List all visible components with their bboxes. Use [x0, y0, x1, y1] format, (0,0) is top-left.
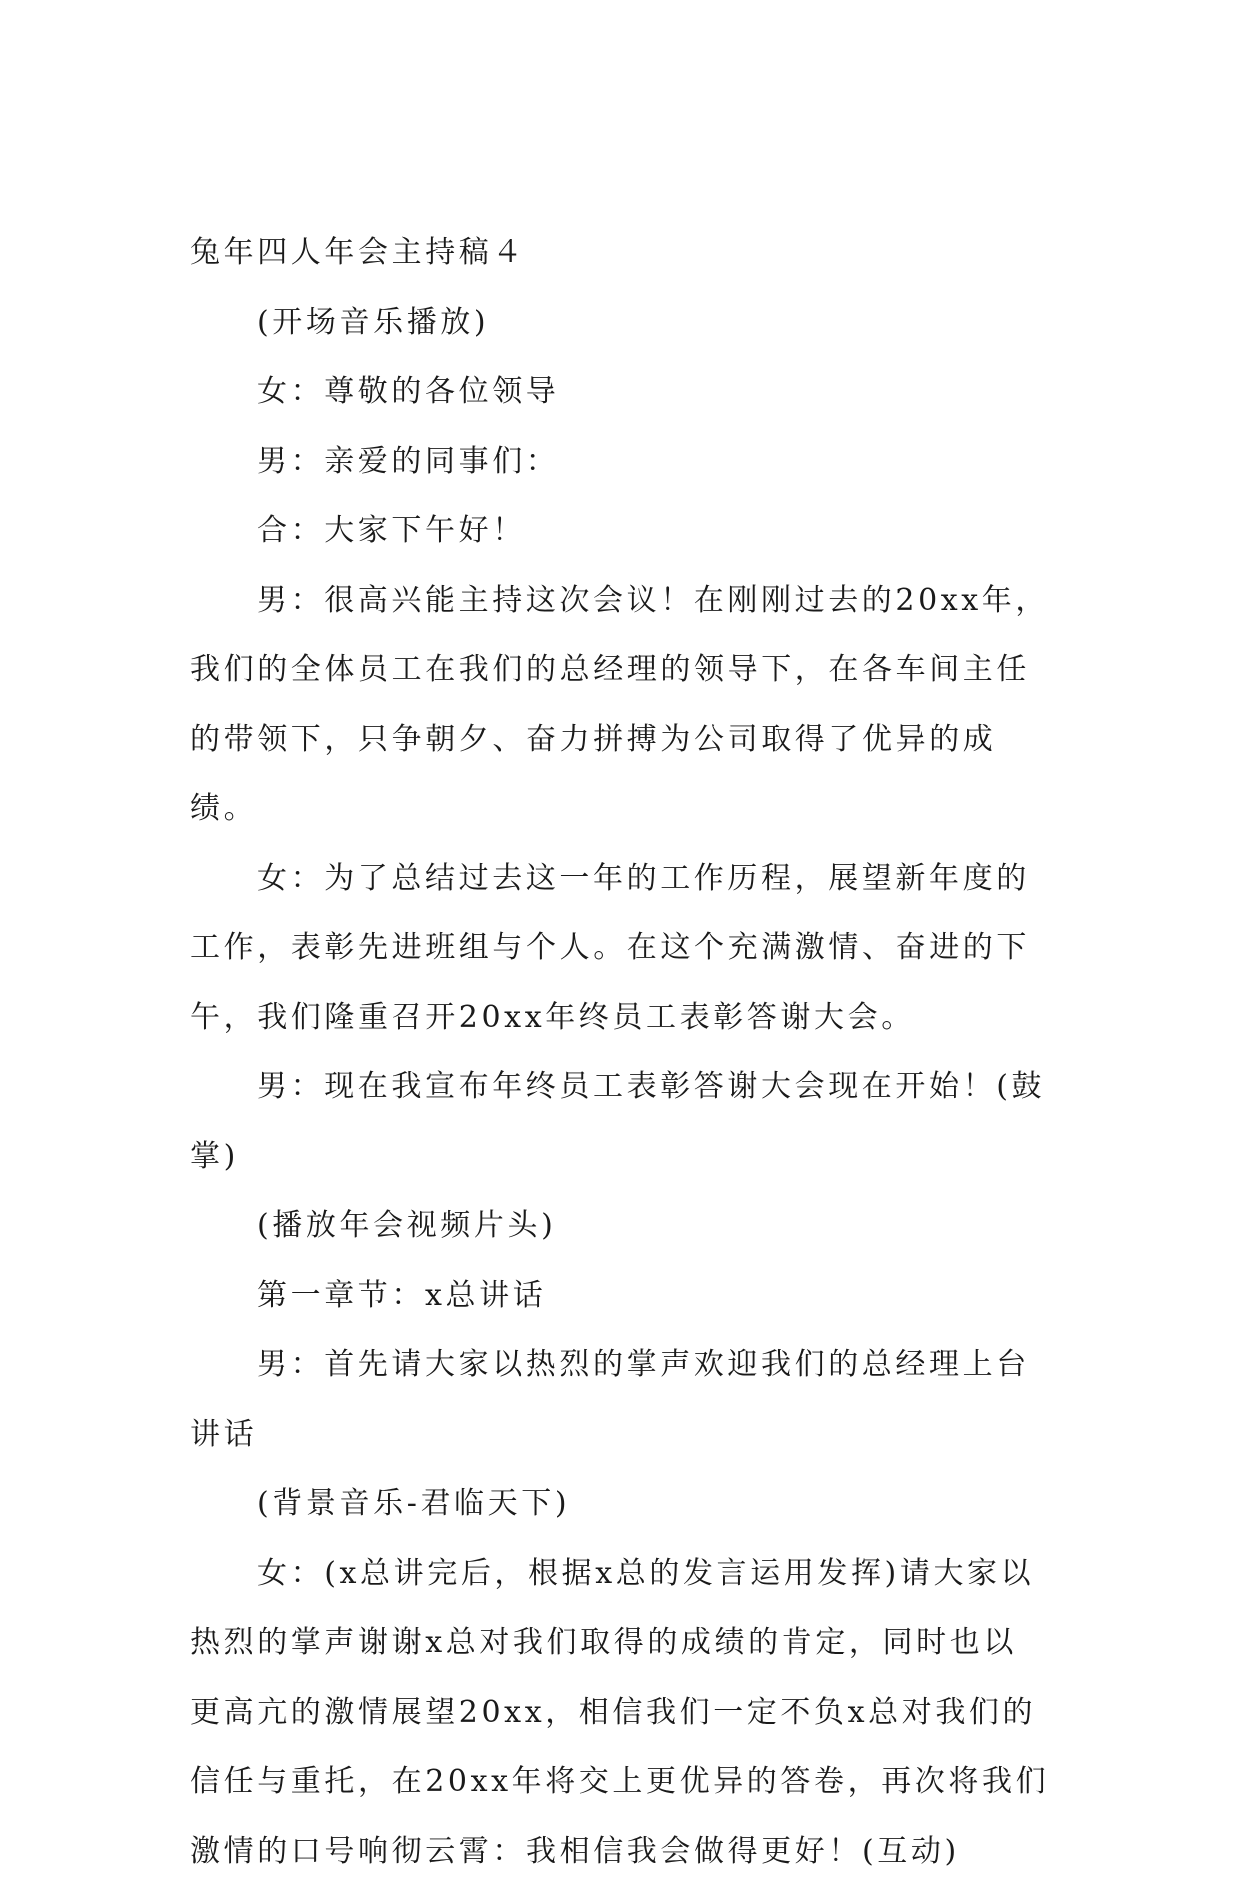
paragraph-female-intro: 女：为了总结过去这一年的工作历程，展望新年度的工作，表彰先进班组与个人。在这个充满激情、奋进的下午，我们隆重召开20xx年终员工表彰答谢大会。	[190, 844, 1050, 1053]
paragraph-background-music: (背景音乐-君临天下)	[190, 1469, 1050, 1539]
document-body	[190, 218, 1050, 1886]
paragraph-male-greeting: 男：亲爱的同事们：	[190, 427, 1050, 497]
document-title: 兔年四人年会主持稿４	[190, 218, 1050, 288]
paragraph-female-response: 女：(x总讲完后，根据x总的发言运用发挥)请大家以热烈的掌声谢谢x总对我们取得的成绩的肯定，同时也以更高亢的激情展望20xx，相信我们一定不负x总对我们的信任与重托，在20xx年将交上更优异的答卷，再次将我们激情的口号响彻云霄：我相信我会做得更好！(互动)	[190, 1539, 1050, 1886]
section-heading-chapter-one: 第一章节：x总讲话	[190, 1261, 1050, 1331]
paragraph-together-greeting: 合：大家下午好！	[190, 496, 1050, 566]
paragraph-opening-music: (开场音乐播放)	[190, 288, 1050, 358]
paragraph-male-announcement: 男：现在我宣布年终员工表彰答谢大会现在开始！(鼓掌)	[190, 1052, 1050, 1191]
paragraph-female-greeting: 女：尊敬的各位领导	[190, 357, 1050, 427]
paragraph-video-intro: (播放年会视频片头)	[190, 1191, 1050, 1261]
paragraph-male-intro: 男：很高兴能主持这次会议！在刚刚过去的20xx年，我们的全体员工在我们的总经理的领导下，在各车间主任的带领下，只争朝夕、奋力拼搏为公司取得了优异的成绩。	[190, 566, 1050, 844]
paragraph-male-invitation: 男：首先请大家以热烈的掌声欢迎我们的总经理上台讲话	[190, 1330, 1050, 1469]
